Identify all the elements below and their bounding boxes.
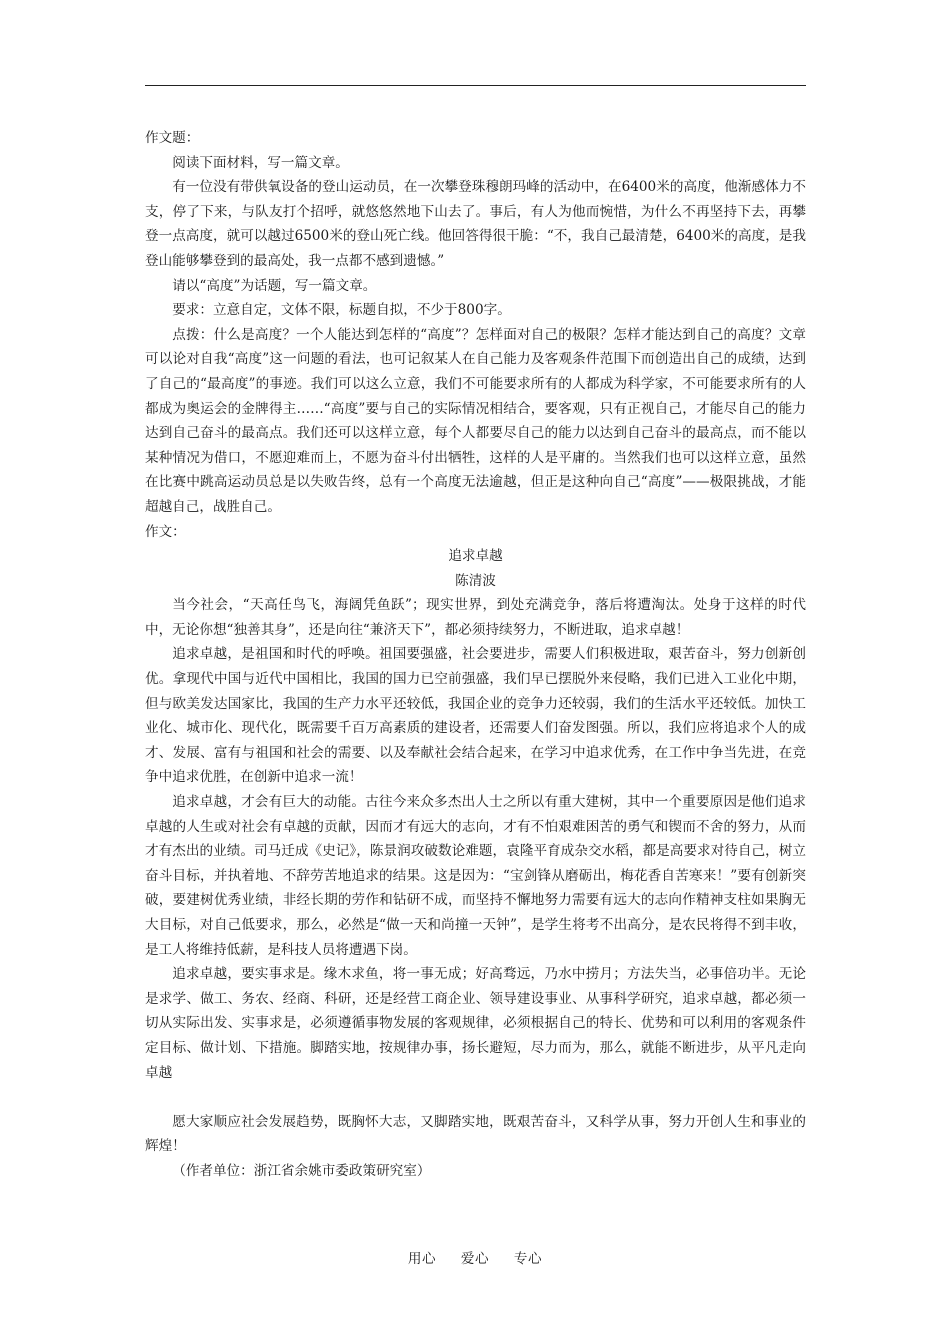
blank-line	[145, 1085, 806, 1110]
essay-paragraph: 追求卓越，是祖国和时代的呼唤。祖国要强盛，社会要进步，需要人们积极进取，艰苦奋斗，努力创新创优。拿现代中国与近代中国相比，我国的国力已空前强盛，我们早已摆脱外来侵略，我们已进入工业化中期，但与欧美发达国家比，我国的生产力水平还较低，我国企业的竞争力还较弱，我们的生活水平还较低。加快工业化、城市化、现代化，既需要千百万高素质的建设者，还需要人们奋发图强。所以，我们应将追求个人的成才、发展、富有与祖国和社会的需要、以及奉献社会结合起来，在学习中追求优秀，在工作中争当先进，在竞争中追求优胜，在创新中追求一流！	[145, 646, 806, 786]
closing-paragraph: 愿大家顺应社会发展趋势，既胸怀大志，又脚踏实地，既艰苦奋斗，又科学从事，努力开创人生和事业的辉煌！	[145, 1113, 806, 1155]
document-body	[145, 126, 806, 1184]
footer-item: 用心	[407, 1251, 437, 1267]
header-rule	[145, 85, 806, 86]
author-affiliation: （作者单位：浙江省余姚市委政策研究室）	[172, 1162, 431, 1179]
requirements-text: 要求：立意自定，文体不限，标题自拟，不少于800字。	[172, 302, 511, 319]
footer-item: 爱心	[460, 1251, 490, 1267]
essay-label: 作文：	[145, 523, 186, 540]
instruction-text: 阅读下面材料，写一篇文章。	[172, 154, 349, 171]
essay-author: 陈清波	[455, 572, 496, 589]
essay-title: 追求卓越	[448, 548, 503, 565]
essay-paragraph: 追求卓越，才会有巨大的动能。古往今来众多杰出人士之所以有重大建树，其中一个重要原因是他们追求卓越的人生或对社会有卓越的贡献，因而才有远大的志向，才有不怕艰难困苦的勇气和锲而不舍的努力，从而才有杰出的业绩。司马迁成《史记》，陈景润攻破数论难题，袁隆平育成杂交水稻，都是高要求对待自己，树立奋斗目标，并执着地、不辞劳苦地追求的结果。这是因为：“宝剑锋从磨砺出，梅花香自苦寒来！”要有创新突破，要建树优秀业绩，非经长期的劳作和钻研不成，而坚持不懈地努力需要有远大的志向作精神支柱如果胸无大目标，对自己低要求，那么，必然是“做一天和尚撞一天钟”，是学生将考不出高分，是农民将得不到丰收，是工人将维持低薪，是科技人员将遭遇下岗。	[145, 794, 806, 958]
page-footer	[0, 1249, 950, 1269]
material-paragraph: 有一位没有带供氧设备的登山运动员，在一次攀登珠穆朗玛峰的活动中，在6400米的高度，他渐感体力不支，停了下来，与队友打个招呼，就悠悠然地下山去了。事后，有人为他而惋惜，为什么不再坚持下去，再攀登一点高度，就可以越过6500米的登山死亡线。他回答得很干脆：“不，我自己最清楚，6400米的高度，是我登山能够攀登到的最高处，我一点都不感到遗憾。”	[145, 179, 806, 269]
essay-paragraph: 追求卓越，要实事求是。缘木求鱼，将一事无成；好高骛远，乃水中捞月；方法失当，必事倍功半。无论是求学、做工、务农、经商、科研，还是经营工商企业、领导建设事业、从事科学研究，追求卓越，都必须一切从实际出发、实事求是，必须遵循事物发展的客观规律，必须根据自己的特长、优势和可以利用的客观条件定目标、做计划、下措施。脚踏实地，按规律办事，扬长避短，尽力而为，那么，就能不断进步，从平凡走向卓越	[145, 966, 806, 1081]
essay-paragraph: 当今社会，“天高任鸟飞，海阔凭鱼跃”；现实世界，到处充满竞争，落后将遭淘汰。处身于这样的时代中，无论你想“独善其身”，还是向往“兼济天下”，都必须持续努力，不断进取，追求卓越！	[145, 597, 806, 638]
guidance-paragraph: 点拨：什么是高度？一个人能达到怎样的“高度”？怎样面对自己的极限？怎样才能达到自己的高度？文章可以论对自我“高度”这一问题的看法，也可记叙某人在自己能力及客观条件范围下而创造出自己的成绩，达到了自己的“最高度”的事迹。我们可以这么立意，我们不可能要求所有的人都成为科学家，不可能要求所有的人都成为奥运会的金牌得主……“高度”要与自己的实际情况相结合，要客观，只有正视自己，才能尽自己的能力达到自己奋斗的最高点。我们还可以这样立意，每个人都要尽自己的能力以达到自己奋斗的最高点，而不能以某种情况为借口，不愿迎难而上，不愿为奋斗付出牺牲，这样的人是平庸的。当然我们也可以这样立意，虽然在比赛中跳高运动员总是以失败告终，总有一个高度无法逾越，但正是这种向自己“高度”——极限挑战，才能超越自己，战胜自己。	[145, 326, 806, 515]
prompt-text: 请以“高度”为话题，写一篇文章。	[172, 277, 377, 294]
topic-label: 作文题：	[145, 130, 200, 146]
footer-item: 专心	[513, 1251, 543, 1267]
